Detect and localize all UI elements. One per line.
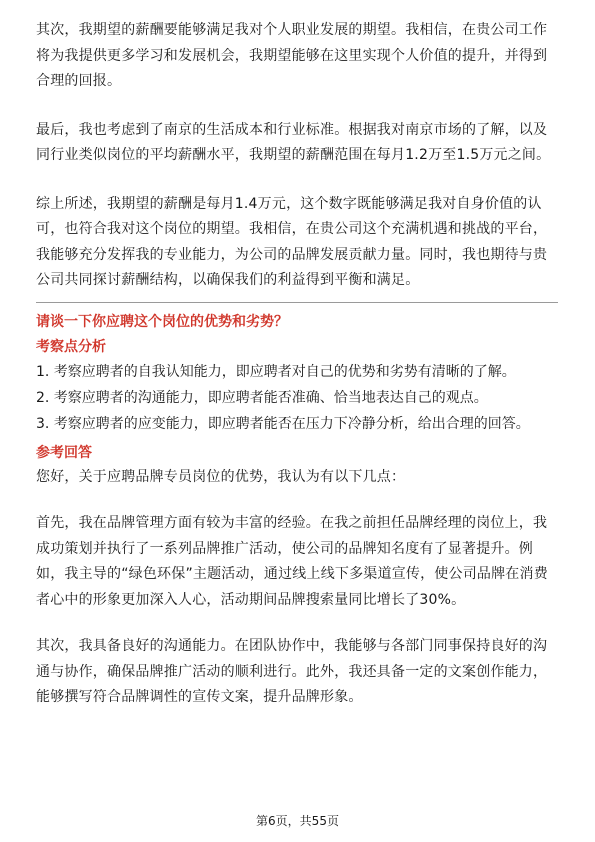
answer-paragraph-communication: 其次，我具备良好的沟通能力。在团队协作中，我能够与各部门同事保持良好的沟通与协作，确保品牌推广活动的顺利进行。此外，我还具备一定的文案创作能力，能够撰写符合品牌调性的宣传文案，提升品牌形象。: [36, 638, 548, 705]
paragraph-expectation: 其次，我期望的薪酬要能够满足我对个人职业发展的期望。我相信，在贵公司工作将为我提供更多学习和发展机会，我期望能够在这里实现个人价值的提升，并得到合理的回报。: [36, 22, 548, 89]
analysis-heading: 考察点分析: [36, 338, 106, 355]
paragraph-summary: 综上所述，我期望的薪酬是每月1.4万元，这个数字既能够满足我对自身价值的认可，也符合我对这个岗位的期望。我相信，在贵公司这个充满机遇和挑战的平台，我能够充分发挥我的专业能力，为公司的品牌发展贡献力量。同时，我也期待与贵公司共同探讨薪酬结构，以确保我们的利益得到平衡和满足。: [36, 195, 548, 288]
answer-opening: 您好，关于应聘品牌专员岗位的优势，我认为有以下几点：: [36, 468, 406, 485]
analysis-item: 2. 考察应聘者的沟通能力，即应聘者能否准确、恰当地表达自己的观点。: [36, 389, 488, 406]
analysis-item: 3. 考察应聘者的应变能力，即应聘者能否在压力下冷静分析，给出合理的回答。: [36, 415, 530, 432]
answer-paragraph-experience: 首先，我在品牌管理方面有较为丰富的经验。在我之前担任品牌经理的岗位上，我成功策划并执行了一系列品牌推广活动，使公司的品牌知名度有了显著提升。例如，我主导的“绿色环保”主题活动，通过线上线下多渠道宣传，使公司品牌在消费者心中的形象更加深入人心，活动期间品牌搜索量同比增长了30%。: [36, 515, 548, 608]
paragraph-cost-of-living: 最后，我也考虑到了南京的生活成本和行业标准。根据我对南京市场的了解，以及同行业类似岗位的平均薪酬水平，我期望的薪酬范围在每月1.2万至1.5万元之间。: [36, 121, 551, 163]
answer-heading: 参考回答: [36, 444, 92, 461]
section-divider: [36, 302, 558, 303]
document-page: [36, 18, 558, 711]
analysis-item: 1. 考察应聘者的自我认知能力，即应聘者对自己的优势和劣势有清晰的了解。: [36, 363, 516, 380]
page-number: 第6页，共55页: [256, 814, 339, 828]
question-title: 请谈一下你应聘这个岗位的优势和劣势？: [36, 313, 288, 330]
